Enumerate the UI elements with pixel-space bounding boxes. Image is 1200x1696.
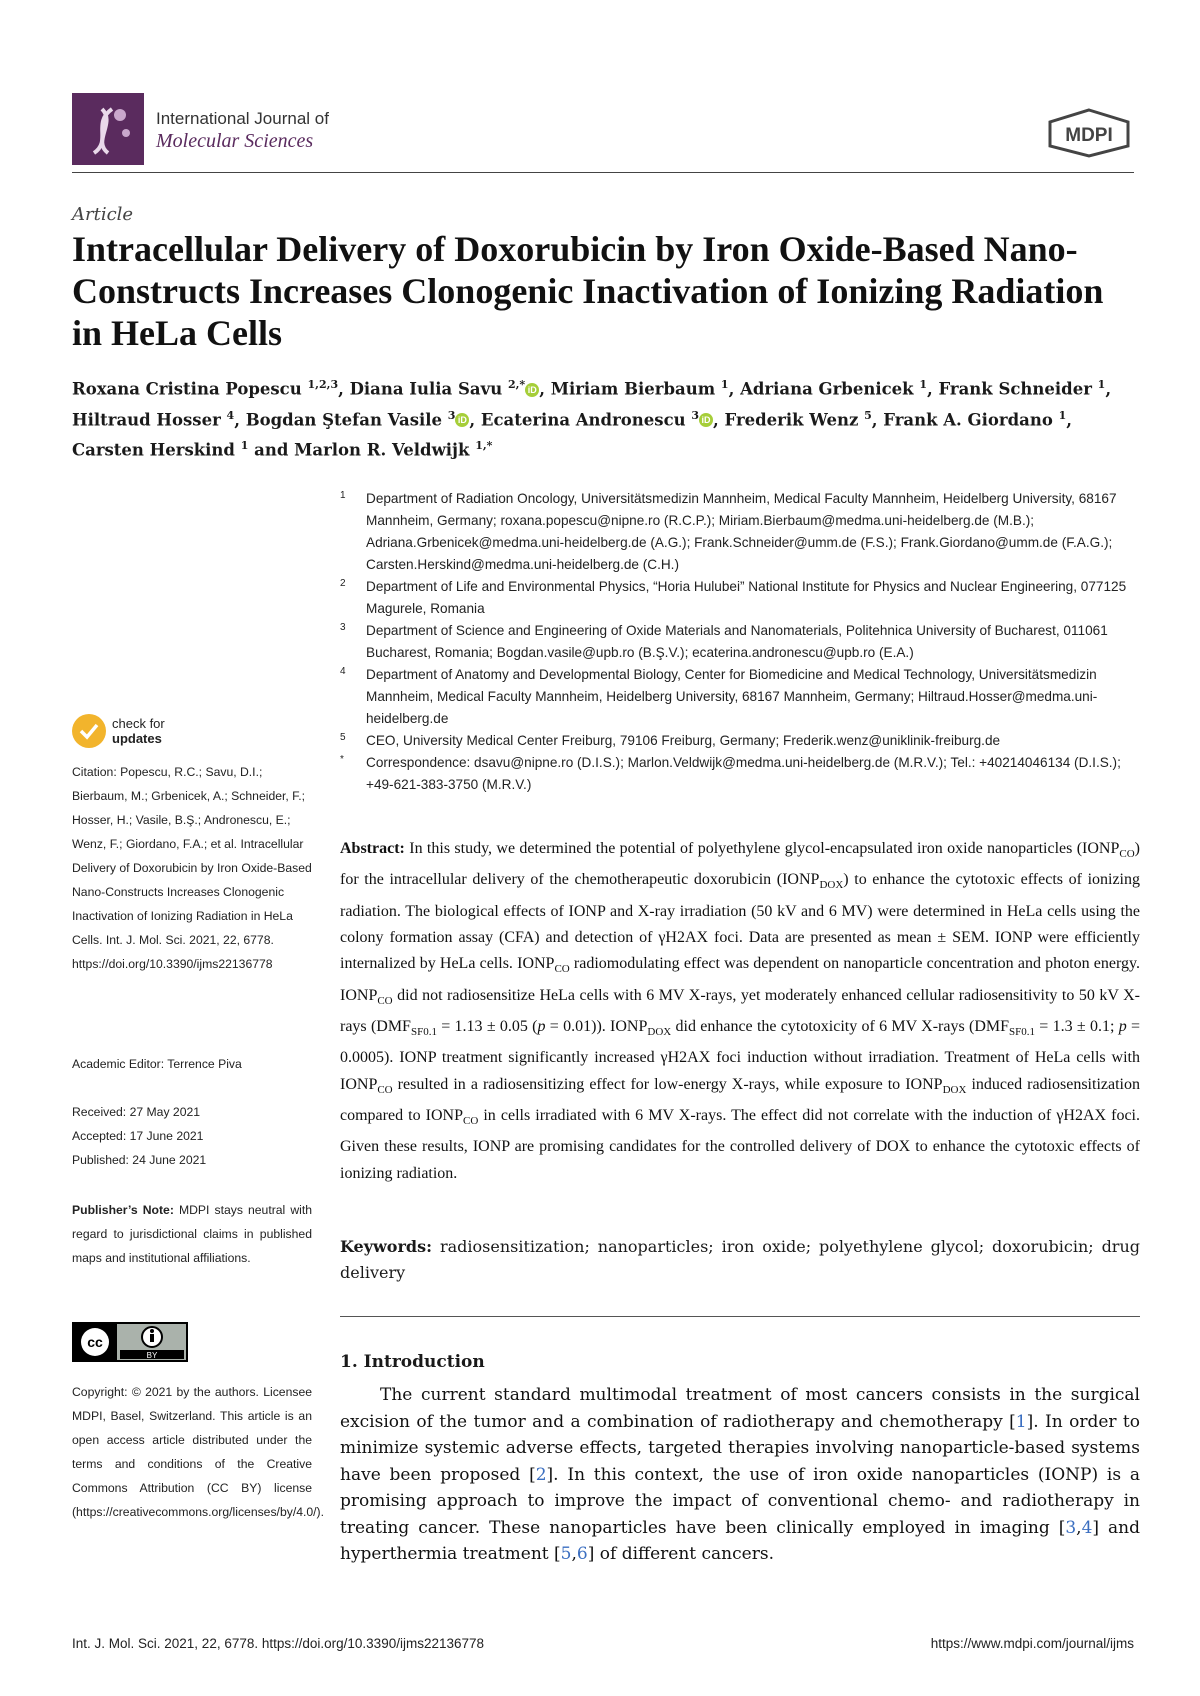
svg-text:BY: BY <box>146 1351 158 1360</box>
affiliation-number: 2 <box>340 578 346 589</box>
affiliation-number: * <box>340 754 344 765</box>
author-affiliation-sup: 2,* <box>507 378 526 391</box>
publisher-note <box>72 1198 312 1270</box>
footer-journal-link[interactable]: https://www.mdpi.com/journal/ijms <box>930 1636 1134 1651</box>
journal-logo <box>72 93 144 165</box>
updates-line2: updates <box>112 731 162 746</box>
affiliation-text: Department of Anatomy and Developmental Biology, Center for Biomedicine and Medical Technology, Universitätsmedizin Mannheim, Medical Faculty Mannheim, Heidelberg University, 68167 Mannheim, Germany; Hiltraud.Hosser@medma.uni-heidelberg.de <box>366 667 1098 726</box>
copyright-text: Copyright: © 2021 by the authors. Licensee MDPI, Basel, Switzerland. This article is an open access article distributed under the terms and conditions of the Creative Commons Attribution (CC BY) license (https://creativecommons.org/licenses/by/4.0/). <box>72 1385 324 1519</box>
svg-text:cc: cc <box>87 1334 103 1350</box>
affiliation-item <box>340 488 1140 576</box>
affiliation-text: Department of Life and Environmental Physics, “Horia Hulubei” National Institute for Physics and Nuclear Engineering, 077125 Magurele, Romania <box>366 579 1127 616</box>
academic-editor: Academic Editor: Terrence Piva <box>72 1057 242 1071</box>
affiliation-item <box>340 576 1140 620</box>
updates-line1: check for <box>112 716 165 731</box>
author-affiliation-sup: 3 <box>447 408 456 422</box>
dna-icon <box>72 93 144 165</box>
author: Bogdan Ştefan Vasile <box>245 410 443 429</box>
publisher-note-text: MDPI stays neutral with regard to jurisdictional claims in published maps and institutional affiliations. <box>72 1203 312 1265</box>
accepted-date: Accepted: 17 June 2021 <box>72 1129 204 1143</box>
author: Roxana Cristina Popescu <box>72 379 302 399</box>
author-affiliation-sup: 4 <box>226 408 235 422</box>
affiliation-list <box>340 488 1140 796</box>
affiliation-item <box>340 752 1140 796</box>
affiliation-number: 5 <box>340 732 346 743</box>
cc-by-license-badge[interactable] <box>72 1322 188 1362</box>
reference-link[interactable]: 4 <box>1081 1517 1093 1538</box>
affiliation-text: CEO, University Medical Center Freiburg, 79106 Freiburg, Germany; Frederik.wenz@uniklinik-freiburg.de <box>366 733 1001 748</box>
author: Ecaterina Andronescu <box>480 410 686 429</box>
reference-link[interactable]: 3 <box>1065 1517 1077 1538</box>
received-date: Received: 27 May 2021 <box>72 1105 201 1119</box>
publisher-note-label: Publisher’s Note: <box>72 1203 174 1217</box>
affiliation-number: 1 <box>340 490 346 501</box>
abstract-label: Abstract: <box>340 840 405 857</box>
reference-link[interactable]: 6 <box>576 1544 588 1564</box>
affiliation-text: Department of Radiation Oncology, Universitätsmedizin Mannheim, Medical Faculty Mannheim, Heidelberg University, 68167 Mannheim, Germany; roxana.popescu@nipne.ro (R.C.P.); Miriam.Bierbaum@medma.uni-heidelberg.de (M.B.); Adriana.Grbenicek@medma.uni-heidelberg.de (A.G.); Frank.Schneider@umm.de (F.S.); Frank.Giordano@umm.de (F.A.G.); Carsten.Herskind@medma.uni-heidelberg.de (C.H.) <box>366 491 1117 572</box>
author: Frederik Wenz <box>724 410 859 429</box>
author-affiliation-sup: 1,2,3 <box>307 378 339 391</box>
article-type: Article <box>72 204 134 225</box>
author-affiliation-sup: 1 <box>919 378 927 391</box>
author-affiliation-sup: 5 <box>864 408 872 422</box>
affiliation-item <box>340 664 1140 730</box>
header-divider <box>72 172 1134 173</box>
check-for-updates-icon[interactable] <box>72 714 106 748</box>
affiliation-number: 3 <box>340 622 346 633</box>
published-date: Published: 24 June 2021 <box>72 1153 207 1167</box>
journal-name-line2: Molecular Sciences <box>156 130 314 152</box>
author-affiliation-sup: 1 <box>720 378 729 391</box>
author-affiliation-sup: 1,* <box>475 439 493 452</box>
citation-text: Citation: Popescu, R.C.; Savu, D.I.; Bierbaum, M.; Grbenicek, A.; Schneider, F.; Hosser, H.; Vasile, B.Ş.; Andronescu, E.; Wenz, F.; Giordano, F.A.; et al. Intracellular Delivery of Doxorubicin by Iron Oxide-Based Nano-Constructs Increases Clonogenic Inactivation of Ionizing Radiation in HeLa Cells. Int. J. Mol. Sci. 2021, 22, 6778. https://doi.org/10.3390/ijms22136778 <box>72 765 312 971</box>
reference-link[interactable]: 2 <box>535 1464 547 1485</box>
orcid-icon[interactable]: iD <box>699 413 713 427</box>
section-heading-introduction: 1. Introduction <box>340 1352 485 1372</box>
author: Frank Schneider <box>938 379 1092 399</box>
author: Marlon R. Veldwijk <box>294 440 470 460</box>
introduction-paragraph: The current standard multimodal treatment of most cancers consists in the surgical excision of the tumor and a combination of radiotherapy and chemotherapy [1]. In order to minimize systemic adverse effects, targeted therapies involving nanoparticle-based systems have been proposed [2]. In this context, the use of iron oxide nanoparticles (IONP) is a promising approach to improve the impact of conventional chemo- and radiotherapy in treating cancer. These nanoparticles have been clinically employed in imaging [3,4] and hyperthermia treatment [5,6] of different cancers. <box>340 1385 1140 1564</box>
reference-link[interactable]: 5 <box>560 1544 572 1564</box>
journal-name <box>156 108 329 152</box>
journal-name-line1: International Journal of <box>156 109 329 128</box>
keywords-label: Keywords: <box>340 1237 433 1256</box>
author-affiliation-sup: 1 <box>240 439 249 452</box>
affiliation-number: 4 <box>340 666 346 677</box>
mdpi-logo <box>1046 108 1132 158</box>
author-affiliation-sup: 1 <box>1097 378 1106 391</box>
author: Miriam Bierbaum <box>550 379 716 399</box>
section-divider <box>340 1316 1140 1317</box>
publication-dates <box>72 1100 312 1172</box>
author: Diana Iulia Savu <box>349 379 503 399</box>
affiliation-item <box>340 620 1140 664</box>
affiliation-item <box>340 730 1140 752</box>
orcid-icon[interactable]: iD <box>455 413 469 427</box>
mdpi-logo-text: MDPI <box>1065 125 1113 146</box>
abstract: Abstract: In this study, we determined the potential of polyethylene glycol-encapsulated iron oxide nanoparticles $(IONP_{CO})$ for the intracellular delivery of the chemotherapeutic doxorubicin $(IONP_{DOX})$ to enhance the cytotoxic effects of ionizing radiation. The biological effects of IONP and X-ray irradiation (50 kV and 6 MV) were determined in HeLa cells using the colony formation assay (CFA) and detection of γH2AX foci. Data are presented as mean ± SEM. IONP were efficiently internalized by HeLa cells. $IONP_{CO}$ radiomodulating effect was dependent on nanoparticle concentration and photon energy. $IONP_{CO}$ did not radiosensitize HeLa cells with 6 MV X-rays, yet moderately enhanced cellular radiosensitivity to 50 kV X-rays ($DMF_{SF0.1} = 1.13 \pm 0.05$ (p = 0.01)). $IONP_{DOX}$ did enhance the cytotoxicity of 6 MV X-rays ($DMF_{SF0.1} = 1.3 \pm 0.1$; p = 0.0005). IONP treatment significantly increased γH2AX foci induction without irradiation. Treatment of HeLa cells with $IONP_{CO}$ resulted in a radiosensitizing effect for low-energy X-rays, while exposure to $IONP_{DOX}$ induced radiosensitization compared to $IONP_{CO}$ in cells irradiated with 6 MV X-rays. The effect did not correlate with the induction of γH2AX foci. Given these results, IONP are promising candidates for the controlled delivery of DOX to enhance the cytotoxic effects of ionizing radiation. <box>340 840 1141 1182</box>
footer-citation: Int. J. Mol. Sci. 2021, 22, 6778. https://doi.org/10.3390/ijms22136778 <box>72 1636 485 1651</box>
keywords-list: radiosensitization; nanoparticles; iron oxide; polyethylene glycol; doxorubicin; drug delivery <box>340 1237 1141 1282</box>
author-affiliation-sup: 3 <box>691 408 700 422</box>
affiliation-text: Correspondence: dsavu@nipne.ro (D.I.S.); Marlon.Veldwijk@medma.uni-heidelberg.de (M.R.V.); Tel.: +40214046134 (D.I.S.); +49-621-383-3750 (M.R.V.) <box>366 755 1121 792</box>
author: Adriana Grbenicek <box>740 379 914 399</box>
author: Carsten Herskind <box>72 440 235 460</box>
article-title: Intracellular Delivery of Doxorubicin by Iron Oxide-Based Nano-Constructs Increases Clonogenic Inactivation of Ionizing Radiation in HeLa Cells <box>72 229 1104 353</box>
author: Hiltraud Hosser <box>72 410 221 429</box>
reference-link[interactable]: 1 <box>1015 1411 1027 1432</box>
orcid-icon[interactable]: iD <box>525 383 539 397</box>
check-for-updates-button[interactable] <box>112 716 165 746</box>
author: Frank A. Giordano <box>883 410 1053 429</box>
author-list: Roxana Cristina Popescu $^{1,2,3}$, Diana Iulia Savu $^{2,*}$ iD , Miriam Bierbaum $^1$, Adriana Grbenicek $^1$, Frank Schneider $^1$, Hiltraud Hosser $^4$, Bogdan Ştefan Vasile $^3$ iD , Ecaterina Andronescu $^3$ iD , Frederik Wenz $^5$, Frank A. Giordano $^1$, Carsten Herskind $^1$ and Marlon R. Veldwijk $^{1,*}$ <box>72 378 1112 460</box>
keywords <box>340 1234 1140 1286</box>
affiliation-text: Department of Science and Engineering of Oxide Materials and Nanomaterials, Politehnica University of Bucharest, 011061 Bucharest, Romania; Bogdan.vasile@upb.ro (B.Ş.V.); ecaterina.andronescu@upb.ro (E.A.) <box>366 623 1108 660</box>
author-affiliation-sup: 1 <box>1058 408 1067 422</box>
